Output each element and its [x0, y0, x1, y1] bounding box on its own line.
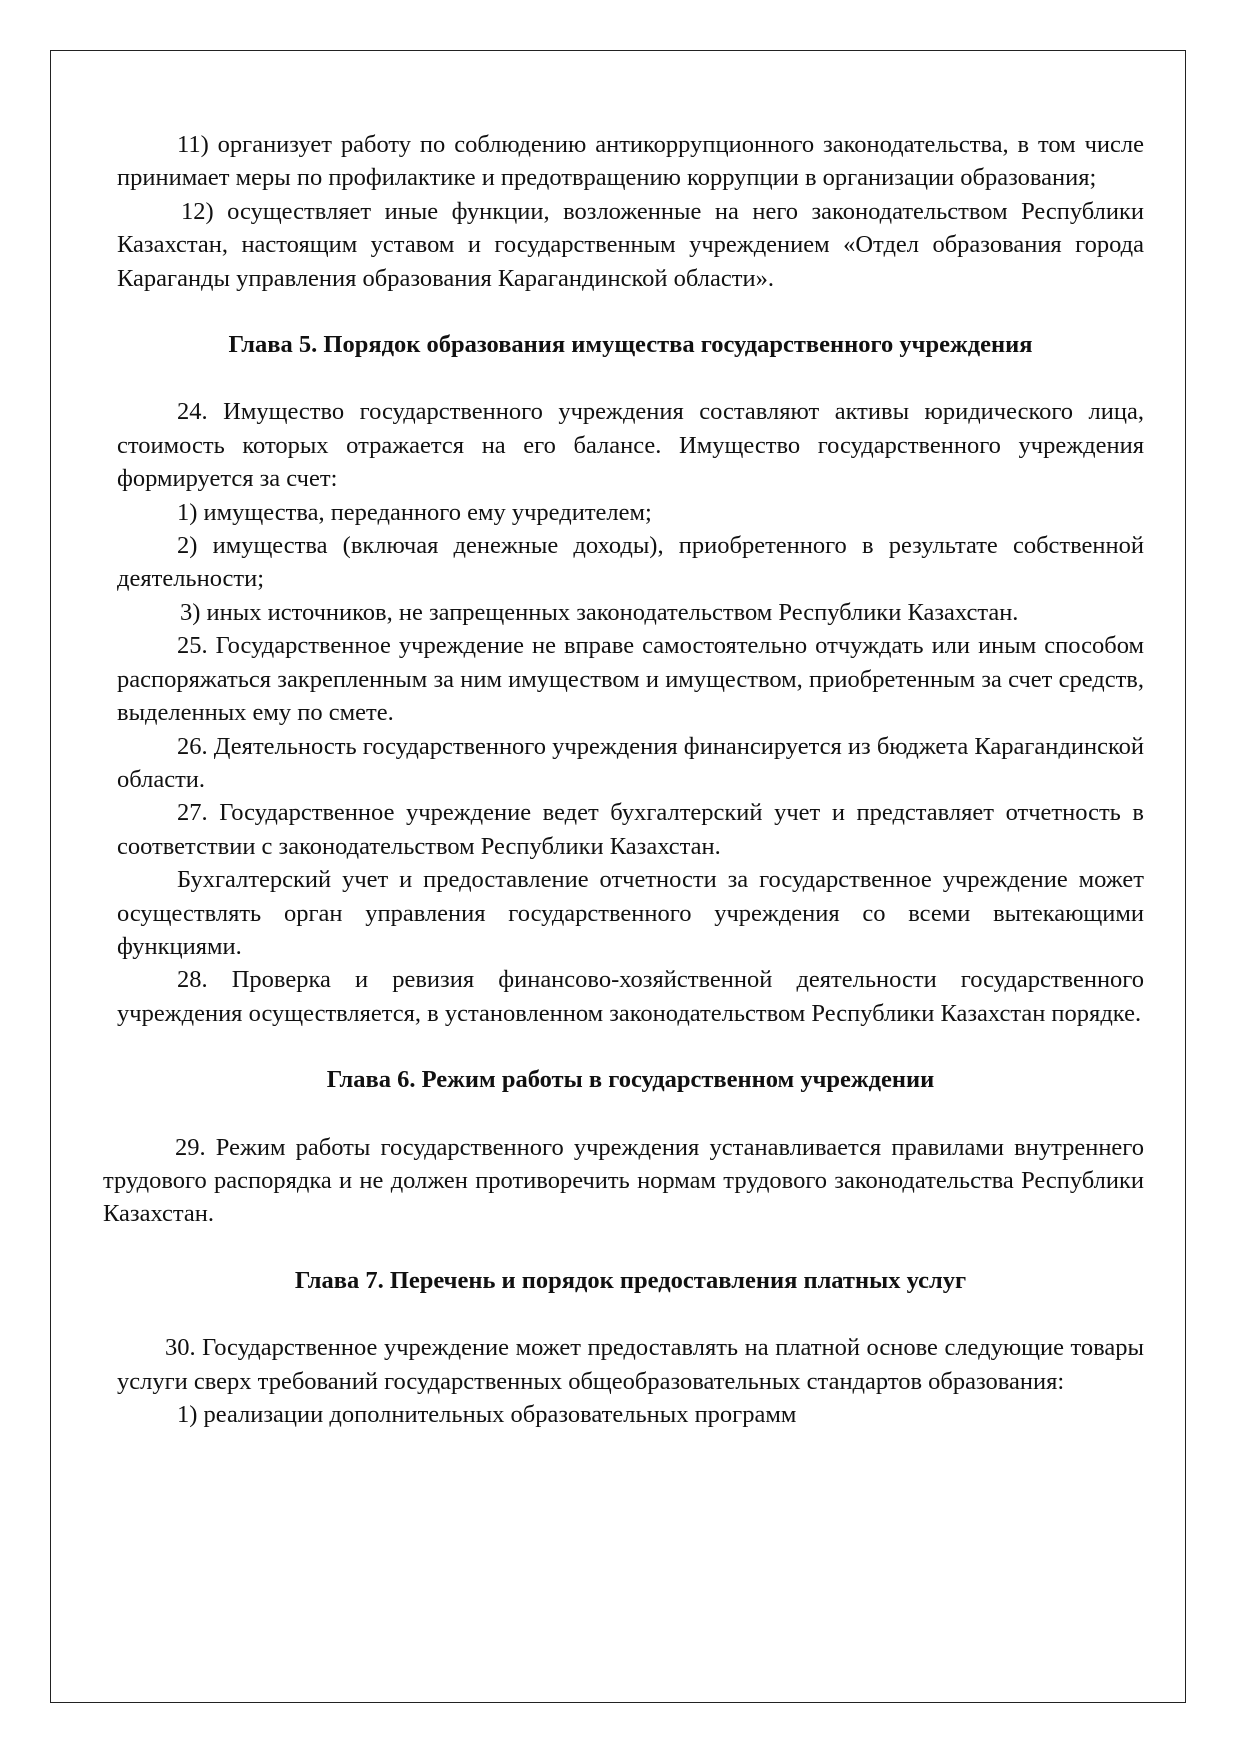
chapter-5-heading: Глава 5. Порядок образования имущества государственного учреждения — [228, 331, 1033, 359]
paragraph-24-item-3: 3) иных источников, не запрещенных законодательством Республики Казахстан. — [180, 598, 1019, 626]
document-body — [103, 128, 1144, 1431]
paragraph-30-item-1: 1) реализации дополнительных образовательных программ — [177, 1401, 797, 1428]
paragraph-29: 29. Режим работы государственного учреждения устанавливается правилами внутреннего трудового распорядка и не должен противоречить нормам трудового законодательства Республики Казахстан. — [103, 1133, 1144, 1228]
paragraph-27: 27. Государственное учреждение ведет бухгалтерский учет и представляет отчетность в соответствии с законодательством Республики Казахстан. — [117, 799, 1144, 860]
chapter-6-heading: Глава 6. Режим работы в государственном учреждении — [326, 1066, 935, 1094]
chapter-7-heading: Глава 7. Перечень и порядок предоставления платных услуг — [294, 1266, 967, 1294]
paragraph-item-11: 11) организует работу по соблюдению антикоррупционного законодательства, в том числе принимает меры по профилактике и предотвращению коррупции в организации образования; — [117, 131, 1144, 192]
paragraph-25: 25. Государственное учреждение не вправе самостоятельно отчуждать или иным способом распоряжаться закрепленным за ним имуществом и имуществом, приобретенным за счет средств, выделенных ему по смете. — [117, 632, 1144, 727]
paragraph-28: 28. Проверка и ревизия финансово-хозяйственной деятельности государственного учреждения осуществляется, в установленном законодательством Республики Казахстан порядке. — [117, 966, 1144, 1027]
paragraph-24-item-2: 2) имущества (включая денежные доходы), приобретенного в результате собственной деятельности; — [117, 532, 1144, 593]
paragraph-27-continued: Бухгалтерский учет и предоставление отчетности за государственное учреждение может осуществлять орган управления государственного учреждения со всеми вытекающими функциями. — [117, 866, 1144, 960]
paragraph-26: 26. Деятельность государственного учреждения финансируется из бюджета Карагандинской области. — [117, 732, 1144, 793]
paragraph-24-item-1: 1) имущества, переданного ему учредителем; — [177, 498, 652, 526]
paragraph-30: 30. Государственное учреждение может предоставлять на платной основе следующие товары услуги сверх требований государственных общеобразовательных стандартов образования: — [117, 1334, 1144, 1395]
paragraph-item-12: 12) осуществляет иные функции, возложенные на него законодательством Республики Казахстан, настоящим уставом и государственным учреждением «Отдел образования города Караганды управления образования Карагандинской области». — [117, 197, 1144, 292]
paragraph-24: 24. Имущество государственного учреждения составляют активы юридического лица, стоимость которых отражается на его балансе. Имущество государственного учреждения формируется за счет: — [117, 398, 1144, 493]
